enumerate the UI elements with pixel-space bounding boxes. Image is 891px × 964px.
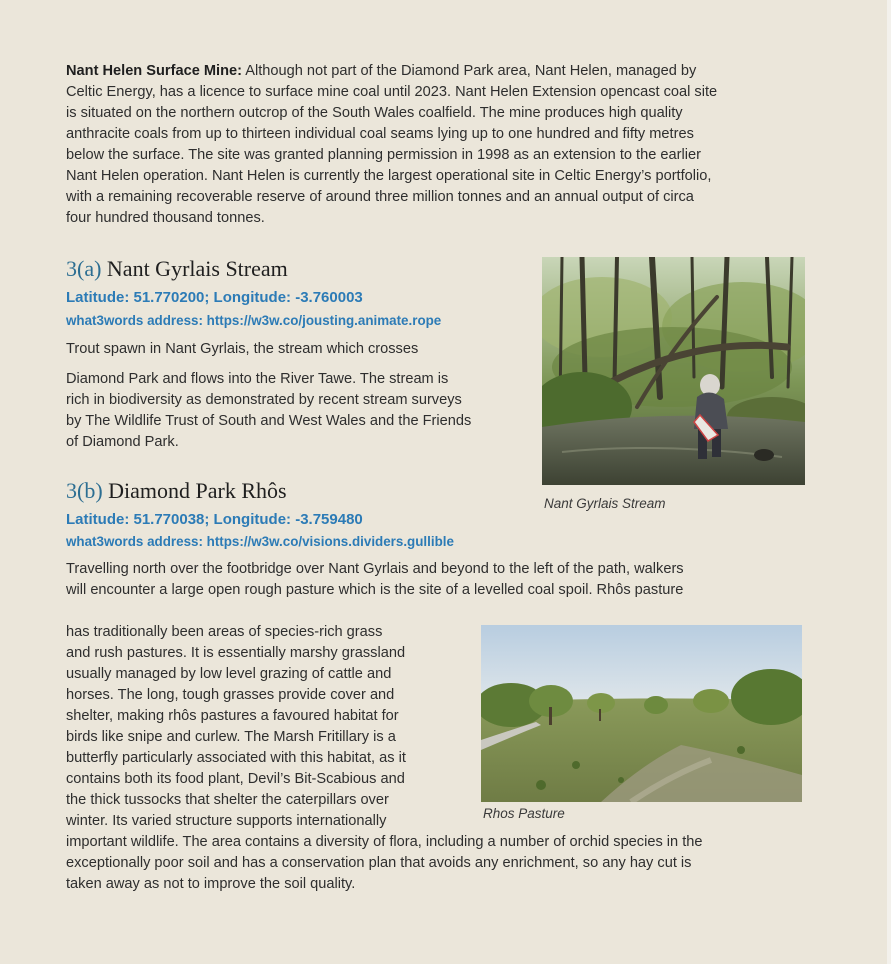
section-a-coordinates: Latitude: 51.770200; Longitude: -3.760003 bbox=[66, 289, 363, 306]
section-a-paragraph-1: Trout spawn in Nant Gyrlais, the stream which crosses bbox=[66, 341, 419, 357]
section-a-p2-line-2: rich in biodiversity as demonstrated by recent stream surveys bbox=[66, 392, 462, 408]
intro-line-4: anthracite coals from up to thirteen individual coal seams lying up to one hundred and fifty metres bbox=[66, 126, 694, 142]
intro-line-2: Celtic Energy, has a licence to surface mine coal until 2023. Nant Helen Extension opencast coal site bbox=[66, 84, 718, 100]
section-a-title: Nant Gyrlais Stream bbox=[106, 256, 288, 281]
intro-line-5: below the surface. The site was granted planning permission in 1998 as an extension to the earlier bbox=[66, 147, 701, 163]
section-b-p2-line-12: exceptionally poor soil and has a conservation plan that avoids any enrichment, so any hay cut is bbox=[66, 855, 692, 871]
section-b-p2-line-7: butterfly particularly associated with this habitat, as it bbox=[66, 750, 406, 766]
section-b-w3w-link[interactable]: what3words address: https://w3w.co/visions.dividers.gullible bbox=[66, 534, 454, 549]
section-a-p2-line-3: by The Wildlife Trust of South and West Wales and the Friends bbox=[66, 413, 472, 429]
section-b-p2-line-5: shelter, making rhôs pastures a favoured habitat for bbox=[66, 708, 399, 724]
rhos-pasture-photo bbox=[481, 625, 802, 802]
intro-line-3: is situated on the northern outcrop of the South Wales coalfield. The mine produces high quality bbox=[66, 105, 683, 121]
section-a-w3w-link[interactable]: what3words address: https://w3w.co/jousting.animate.rope bbox=[66, 313, 442, 328]
section-b-p2-line-11: important wildlife. The area contains a diversity of flora, including a number of orchid species in the bbox=[66, 834, 703, 850]
section-b-p2-line-9: the thick tussocks that shelter the caterpillars over bbox=[66, 792, 389, 808]
section-b-p2-line-4: horses. The long, tough grasses provide cover and bbox=[66, 687, 395, 703]
section-b-p2-line-13: taken away as not to improve the soil quality. bbox=[66, 876, 356, 892]
page-edge bbox=[887, 0, 891, 964]
section-b-heading bbox=[66, 478, 287, 504]
section-b-number: 3(b) bbox=[66, 478, 103, 503]
intro-line-1: Although not part of the Diamond Park area, Nant Helen, managed by bbox=[241, 63, 697, 79]
section-b-title: Diamond Park Rhôs bbox=[108, 478, 287, 503]
section-b-p2-line-8: contains both its food plant, Devil’s Bit-Scabious and bbox=[66, 771, 405, 787]
section-b-p1-line-1: Travelling north over the footbridge over Nant Gyrlais and beyond to the left of the path, walkers bbox=[66, 561, 684, 577]
section-a-heading bbox=[66, 256, 288, 282]
section-a-p2-line-1: Diamond Park and flows into the River Tawe. The stream is bbox=[66, 371, 449, 387]
intro-line-6: Nant Helen operation. Nant Helen is currently the largest operational site in Celtic Energy’s portfolio, bbox=[66, 168, 712, 184]
section-b-p2-line-3: usually managed by low level grazing of cattle and bbox=[66, 666, 392, 682]
stream-photo-caption: Nant Gyrlais Stream bbox=[544, 496, 666, 511]
intro-line-7: with a remaining recoverable reserve of around three million tonnes and an annual output of circa bbox=[66, 189, 694, 205]
section-b-p2-line-1: has traditionally been areas of species-rich grass bbox=[66, 624, 383, 640]
intro-line-8: four hundred thousand tonnes. bbox=[66, 210, 265, 226]
section-a-paragraph-2 bbox=[66, 369, 526, 453]
section-b-p2-line-6: birds like snipe and curlew. The Marsh Fritillary is a bbox=[66, 729, 396, 745]
section-a-p2-line-4: of Diamond Park. bbox=[66, 434, 179, 450]
section-b-paragraph-1 bbox=[66, 559, 826, 601]
section-a-number: 3(a) bbox=[66, 256, 102, 281]
section-b-p1-line-2: will encounter a large open rough pasture which is the site of a levelled coal spoil. Rhôs pasture bbox=[66, 582, 684, 598]
intro-lead: Nant Helen Surface Mine: bbox=[66, 63, 242, 79]
intro-paragraph bbox=[66, 61, 826, 229]
section-b-p2-line-10: winter. Its varied structure supports internationally bbox=[66, 813, 387, 829]
pasture-photo-caption: Rhos Pasture bbox=[483, 806, 565, 821]
section-b-p2-line-2: and rush pastures. It is essentially marshy grassland bbox=[66, 645, 406, 661]
nant-gyrlais-stream-photo bbox=[542, 257, 805, 485]
section-b-coordinates: Latitude: 51.770038; Longitude: -3.759480 bbox=[66, 511, 363, 528]
